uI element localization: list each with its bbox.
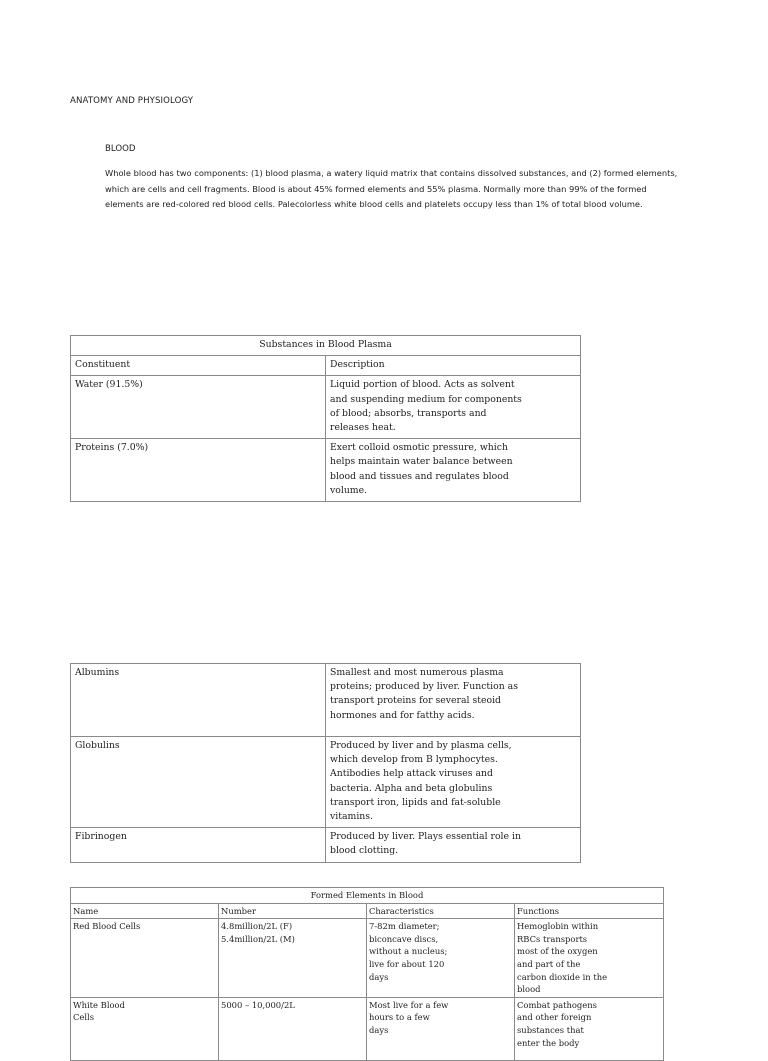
element-name-cell: Red Blood Cells	[71, 919, 219, 998]
element-number-cell	[219, 919, 367, 998]
constituent-cell: Proteins (7.0%)	[71, 439, 326, 502]
column-header-name: Name	[71, 903, 219, 919]
name-text: White Blood Cells	[73, 999, 125, 1023]
column-header-functions: Functions	[515, 903, 664, 919]
table-row	[71, 664, 581, 737]
table-row	[71, 997, 664, 1060]
protein-name-cell: Fibrinogen	[71, 828, 326, 862]
functions-text: Combat pathogens and other foreign substances that enter the body	[517, 999, 597, 1048]
element-number-cell: 5000 – 10,000/2L	[219, 997, 367, 1060]
section-title: BLOOD	[105, 144, 136, 154]
document-header: ANATOMY AND PHYSIOLOGY	[70, 96, 194, 106]
element-characteristics-cell	[367, 919, 515, 998]
plasma-substances-table	[70, 335, 581, 502]
description-cell: Liquid portion of blood. Acts as solvent and suspending medium for components of blood; absorbs, transports and releases heat.	[326, 376, 581, 439]
functions-text: Hemoglobin within RBCs transports most of the oxygen and part of the carbon dioxide in the blood	[517, 921, 608, 995]
description-cell: Exert colloid osmotic pressure, which helps maintain water balance between blood and tissues and regulates blood volume.	[326, 439, 581, 502]
constituent-cell: Water (91.5%)	[71, 376, 326, 439]
table-row	[71, 439, 581, 502]
protein-name-cell: Globulins	[71, 737, 326, 828]
protein-name-cell: Albumins	[71, 664, 326, 737]
column-header-number: Number	[219, 903, 367, 919]
description-cell: Produced by liver. Plays essential role in blood clotting.	[326, 828, 581, 862]
description-cell: Produced by liver and by plasma cells, which develop from B lymphocytes. Antibodies help attack viruses and bacteria. Alpha and beta globulins transport iron, lipids and fat-soluble vitamins.	[326, 737, 581, 828]
characteristics-text: Most live for a few hours to a few days	[369, 999, 449, 1035]
plasma-proteins-table	[70, 663, 581, 863]
element-functions-cell	[515, 997, 664, 1060]
characteristics-text: 7-82m diameter; biconcave discs, without a nucleus; live for about 120 days	[369, 921, 448, 982]
table-row	[71, 737, 581, 828]
column-header-characteristics: Characteristics	[367, 903, 515, 919]
table-row	[71, 919, 664, 998]
table-row	[71, 828, 581, 862]
table-row	[71, 376, 581, 439]
element-characteristics-cell	[367, 997, 515, 1060]
number-text: 4.8million/2L (F) 5.4million/2L (M)	[221, 921, 295, 944]
intro-paragraph: Whole blood has two components: (1) blood plasma, a watery liquid matrix that contains dissolved substances, and (2) formed elements, which are cells and cell fragments. Blood is about 45% formed elements and 55% plasma. Normally more than 99% of the formed elements are red-colored red blood cells. Palecolorless white blood cells and platelets occupy less than 1% of total blood volume.	[105, 168, 678, 209]
column-header-description: Description	[326, 356, 581, 376]
description-cell: Smallest and most numerous plasma proteins; produced by liver. Function as transport proteins for several steoid hormones and for fatthy acids.	[326, 664, 581, 737]
element-functions-cell	[515, 919, 664, 998]
column-header-constituent: Constituent	[71, 356, 326, 376]
table-caption: Formed Elements in Blood	[71, 888, 664, 904]
element-name-cell	[71, 997, 219, 1060]
table-caption: Substances in Blood Plasma	[71, 336, 581, 356]
formed-elements-table	[70, 887, 664, 1061]
